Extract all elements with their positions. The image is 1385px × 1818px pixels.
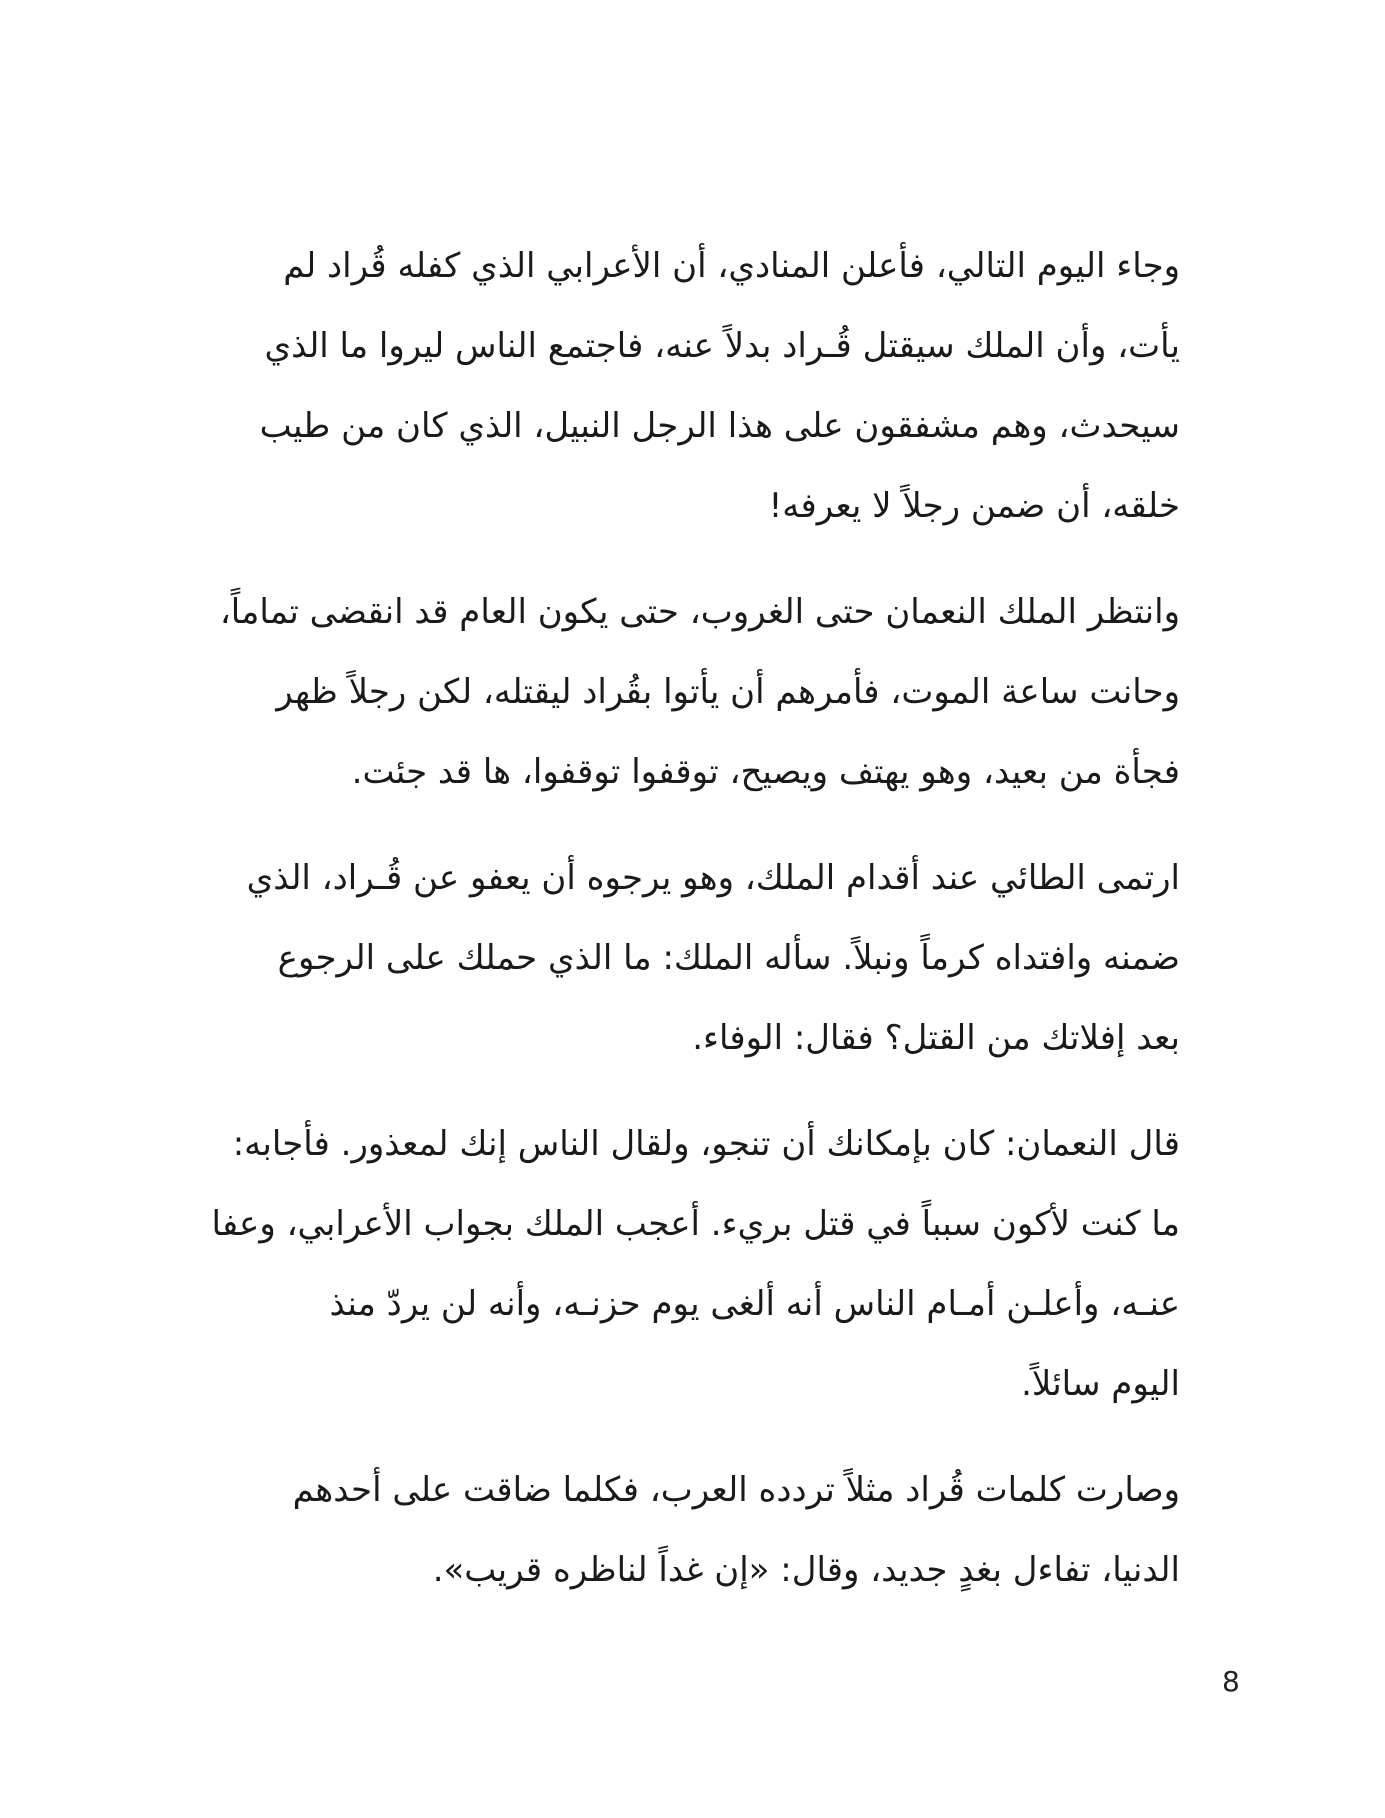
paragraph-2 xyxy=(219,572,1180,812)
text-line: وحانت ساعة الموت، فأمرهم أن يأتوا بقُراد ليقتله، لكن رجلاً ظهر xyxy=(276,672,1180,712)
text-line: خلقه، أن ضمن رجلاً لا يعرفه! xyxy=(768,486,1180,526)
text-line: وانتظر الملك النعمان حتى الغروب، حتى يكون العام قد انقضى تماماً، xyxy=(219,592,1180,632)
text-line: اليوم سائلاً. xyxy=(1021,1364,1180,1404)
text-line: يأت، وأن الملك سيقتل قُـراد بدلاً عنه، فاجتمع الناس ليروا ما الذي xyxy=(264,326,1180,366)
text-line: ضمنه وافتداه كرماً ونبلاً. سأله الملك: ما الذي حملك على الرجوع xyxy=(277,938,1180,978)
text-line: بعد إفلاتك من القتل؟ فقال: الوفاء. xyxy=(692,1018,1180,1058)
text-line: ما كنت لأكون سبباً في قتل بريء. أعجب الملك بجواب الأعرابي، وعفا xyxy=(211,1204,1180,1244)
text-line: فجأة من بعيد، وهو يهتف ويصيح، توقفوا توقفوا، ها قد جئت. xyxy=(351,752,1180,792)
text-line: الدنيا، تفاءل بغدٍ جديد، وقال: «إن غداً لناظره قريب». xyxy=(432,1550,1180,1590)
paragraph-3 xyxy=(246,838,1180,1078)
text-line: عنـه، وأعلـن أمـام الناس أنه ألغى يوم حزنـه، وأنه لن يردّ منذ xyxy=(329,1284,1180,1324)
paragraph-5 xyxy=(292,1450,1180,1610)
text-line: قال النعمان: كان بإمكانك أن تنجو، ولقال الناس إنك لمعذور. فأجابه: xyxy=(232,1124,1180,1164)
paragraph-1 xyxy=(259,226,1180,546)
text-line: وصارت كلمات قُراد مثلاً تردده العرب، فكلما ضاقت على أحدهم xyxy=(292,1470,1180,1510)
story-text xyxy=(211,226,1180,1636)
page-number: 8 xyxy=(1222,1665,1240,1698)
paragraph-4 xyxy=(211,1104,1180,1424)
text-line: سيحدث، وهم مشفقون على هذا الرجل النبيل، الذي كان من طيب xyxy=(259,406,1180,446)
text-line: وجاء اليوم التالي، فأعلن المنادي، أن الأعرابي الذي كفله قُراد لم xyxy=(283,246,1180,286)
text-line: ارتمى الطائي عند أقدام الملك، وهو يرجوه أن يعفو عن قُـراد، الذي xyxy=(246,858,1180,898)
